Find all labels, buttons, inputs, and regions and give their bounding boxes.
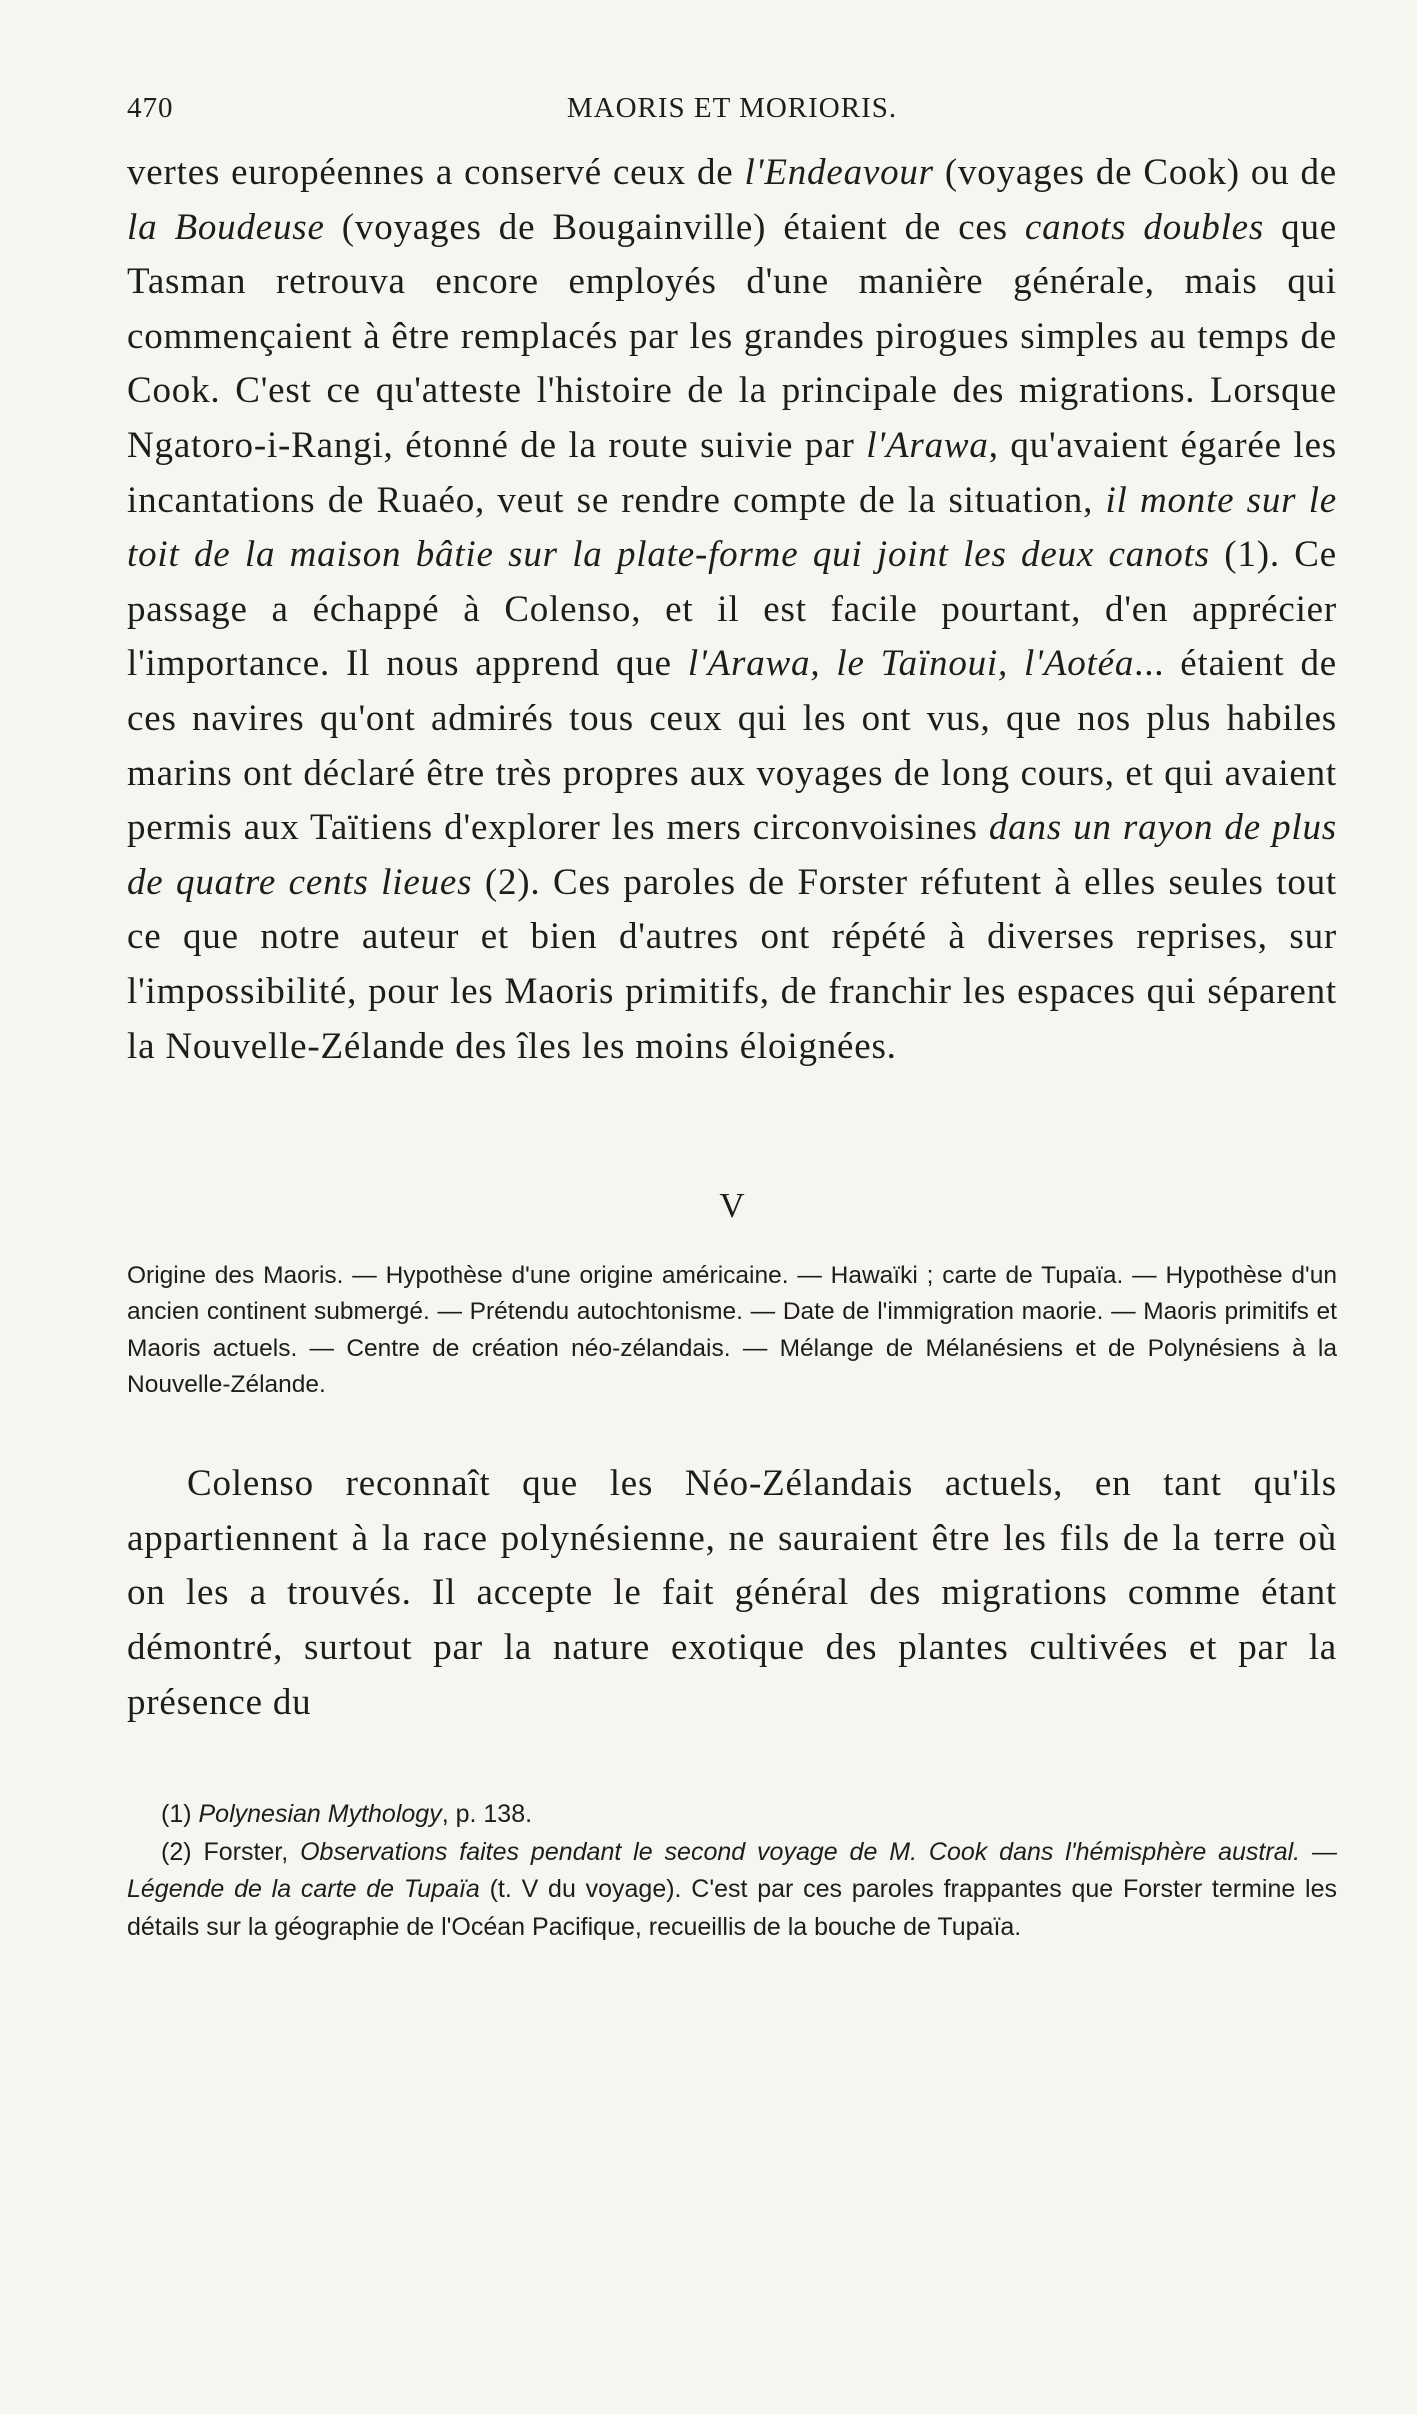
footnote-marker: (2) Forster, bbox=[161, 1837, 301, 1866]
footnote-title: Polynesian Mythology bbox=[198, 1800, 442, 1829]
italic-run: l'Arawa bbox=[866, 424, 989, 466]
section-heading: V bbox=[719, 1186, 745, 1226]
footnote-text: , p. 138. bbox=[441, 1800, 533, 1829]
italic-run: l'Arawa, le Taïnoui, l'Aotéa bbox=[687, 643, 1135, 685]
text-run: que Tasman retrouva encore employés d'une manière générale, mais qui commençaient à être remplacés par les grandes pirogues simples au temps de Cook. C'est ce qu'atteste l'histoire de la principale des migrations. Lorsque Ngatoro-i-Rangi, étonné de la route suivie par bbox=[127, 206, 1338, 466]
page-number: 470 bbox=[127, 92, 174, 124]
text-run: vertes européennes a conservé ceux de bbox=[127, 152, 745, 193]
text-run: ... étaient de ces navires qu'ont admirés tous ceux qui les ont vus, que nos plus habiles marins ont déclaré être très propres aux voyages de long cours, et qui avaient permis aux Taïtiens d'explorer les mers circonvoisines bbox=[127, 643, 1337, 849]
paragraph bbox=[127, 146, 1337, 1074]
footnote-marker: (1) bbox=[161, 1800, 199, 1829]
italic-run: canots doubles bbox=[1024, 206, 1265, 248]
text-run: (2). Ces paroles de Forster réfutent à elles seules tout ce que notre auteur et bien d'autres ont répété à diverses reprises, sur l'impossibilité, pour les Maoris primitifs, de franchir les espaces qui séparent la Nouvelle-Zélande des îles les moins éloignées. bbox=[127, 861, 1337, 1067]
text-run: , qu'avaient égarée les incantations de Ruaéo, veut se rendre compte de la situation, bbox=[127, 424, 1337, 521]
paragraph-new bbox=[127, 1457, 1337, 1730]
paragraph-continued bbox=[127, 146, 1337, 1074]
footnote-1 bbox=[127, 1796, 1337, 1834]
paragraph: Colenso reconnaît que les Néo-Zélandais actuels, en tant qu'ils appartiennent à la race polynésienne, ne sauraient être les fils de la terre où on les a trouvés. Il accepte le fait général des migrations comme étant démontré, surtout par la nature exotique des plantes cultivées et par la présence du bbox=[127, 1463, 1337, 1723]
footnote-text: (t. V du voyage). C'est par ces paroles frappantes que Forster termine les détails sur la géographie de l'Océan Pacifique, recueillis de la bouche de Tupaïa. bbox=[127, 1875, 1338, 1941]
text-run: (voyages de Bougainville) étaient de ces bbox=[324, 206, 1025, 248]
running-title: MAORIS ET MORIORIS. bbox=[566, 92, 898, 124]
text-run: (voyages de Cook) ou de bbox=[933, 152, 1338, 193]
footnote-2 bbox=[127, 1834, 1337, 1947]
footnotes bbox=[127, 1796, 1337, 1946]
italic-run: la Boudeuse bbox=[127, 206, 325, 248]
italic-run: l'Endeavour bbox=[744, 152, 934, 193]
footnote-title: Observations faites pendant le second voyage de M. Cook dans l'hémisphère austral. — Légende de la carte de Tupaïa bbox=[127, 1837, 1338, 1904]
italic-run: dans un rayon de plus de quatre cents lieues bbox=[127, 807, 1337, 903]
italic-run: il monte sur le toit de la maison bâtie sur la plate-forme qui joint les deux canots bbox=[127, 479, 1337, 576]
section-summary: Origine des Maoris. — Hypothèse d'une origine américaine. — Hawaïki ; carte de Tupaïa. — Hypothèse d'un ancien continent submergé. — Prétendu autochtonisme. — Date de l'immigration maorie. — Maoris primitifs et Maoris actuels. — Centre de création néo-zélandais. — Mélange de Mélanésiens et de Polynésiens à la Nouvelle-Zélande. bbox=[127, 1262, 1337, 1398]
book-page bbox=[127, 92, 1337, 1946]
text-run: (1). Ce passage a échappé à Colenso, et il est facile pourtant, d'en apprécier l'importance. Il nous apprend que bbox=[127, 534, 1337, 685]
page-header bbox=[127, 92, 1337, 132]
